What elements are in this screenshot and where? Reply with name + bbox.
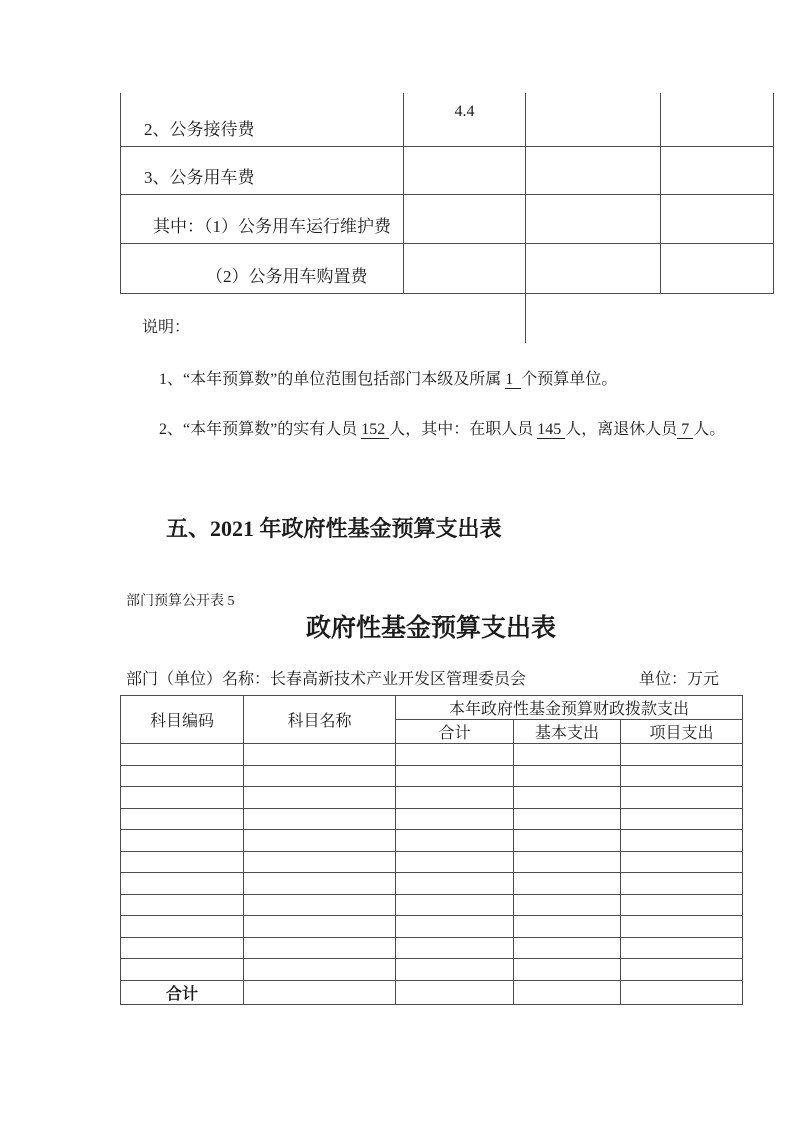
- header-basic-expenditure: 基本支出: [514, 720, 621, 744]
- fund-table-empty-row: [121, 916, 743, 938]
- header-total: 合计: [396, 720, 514, 744]
- row-label-vehicle-operation: 其中：（1）公务用车运行维护费: [121, 194, 404, 243]
- empty-cell: [621, 916, 743, 938]
- empty-cell: [621, 980, 743, 1004]
- row-value-vehicle-purchase: [404, 243, 526, 293]
- table-row: [121, 146, 774, 194]
- row-value-official-reception: 4.4: [404, 93, 526, 146]
- table-row: [121, 243, 774, 293]
- empty-cell: [396, 830, 514, 852]
- empty-cell: [621, 808, 743, 830]
- fund-table-empty-row: [121, 744, 743, 766]
- empty-cell: [514, 851, 621, 873]
- empty-cell: [396, 937, 514, 959]
- note2-text: 2、“本年预算数”的实有人员: [159, 421, 362, 438]
- empty-cell: [661, 93, 774, 146]
- empty-cell: [396, 916, 514, 938]
- empty-cell: [514, 808, 621, 830]
- section-heading: 五、2021 年政府性基金预算支出表: [166, 516, 502, 541]
- empty-cell: [121, 744, 244, 766]
- fund-table-footer: [121, 980, 743, 1004]
- empty-cell: [244, 916, 396, 938]
- row-value-official-vehicle: [404, 146, 526, 194]
- unit-label: 单位：万元: [638, 671, 719, 688]
- empty-cell: [244, 765, 396, 787]
- fund-table-empty-row: [121, 808, 743, 830]
- fund-table-empty-row: [121, 830, 743, 852]
- table-row: [121, 194, 774, 243]
- empty-cell: [396, 980, 514, 1004]
- table-title: 政府性基金预算支出表: [305, 615, 556, 642]
- empty-cell: [244, 851, 396, 873]
- empty-cell: [244, 980, 396, 1004]
- note2-text: 人，离退休人员: [565, 421, 678, 438]
- row-value-vehicle-operation: [404, 194, 526, 243]
- table-row: [121, 93, 774, 146]
- empty-cell: [244, 873, 396, 895]
- note2-underlined-retired-staff: 7: [677, 421, 694, 438]
- header-project-expenditure: 项目支出: [621, 720, 743, 744]
- fund-table-empty-row: [121, 873, 743, 895]
- header-fund-appropriation-span: 本年政府性基金预算财政拨款支出: [396, 696, 743, 720]
- fund-table-empty-row: [121, 937, 743, 959]
- note2-text: 人，其中：在职人员: [389, 421, 538, 438]
- empty-cell: [514, 873, 621, 895]
- empty-cell: [661, 194, 774, 243]
- empty-cell: [121, 873, 244, 895]
- empty-cell: [244, 787, 396, 809]
- empty-cell: [396, 894, 514, 916]
- fund-budget-table: [120, 695, 743, 1005]
- empty-cell: [396, 851, 514, 873]
- note2-text: 人。: [693, 421, 726, 438]
- empty-cell: [244, 830, 396, 852]
- empty-cell: [244, 744, 396, 766]
- empty-cell: [396, 787, 514, 809]
- row-label-official-vehicle: 3、公务用车费: [121, 146, 404, 194]
- empty-cell: [121, 765, 244, 787]
- fund-table-empty-row: [121, 765, 743, 787]
- empty-cell: [244, 937, 396, 959]
- empty-cell: [121, 894, 244, 916]
- header-subject-name: 科目名称: [244, 696, 396, 744]
- fund-table-body: [121, 696, 743, 744]
- empty-cell: [621, 851, 743, 873]
- empty-cell: [121, 787, 244, 809]
- empty-cell: [621, 787, 743, 809]
- empty-cell: [526, 146, 661, 194]
- header-subject-code: 科目编码: [121, 696, 244, 744]
- empty-cell: [621, 959, 743, 981]
- empty-cell: [514, 787, 621, 809]
- note1-text: 1、“本年预算数”的单位范围包括部门本级及所属: [159, 371, 506, 388]
- note-line-1: [159, 369, 789, 391]
- row-label-official-reception: 2、公务接待费: [121, 93, 404, 146]
- empty-cell: [621, 894, 743, 916]
- empty-cell: [514, 894, 621, 916]
- empty-cell: [396, 744, 514, 766]
- empty-cell: [526, 194, 661, 243]
- fund-table-empty-row: [121, 959, 743, 981]
- empty-cell: [244, 808, 396, 830]
- department-name: 部门（单位）名称：长春高新技术产业开发区管理委员会: [126, 671, 527, 688]
- notes-label: 说明：: [142, 319, 191, 336]
- fund-table-total-row: [121, 980, 743, 1004]
- empty-cell: [621, 744, 743, 766]
- empty-cell: [396, 808, 514, 830]
- empty-cell: [121, 959, 244, 981]
- empty-cell: [621, 873, 743, 895]
- department-unit-row: [126, 669, 741, 691]
- note1-text: 个预算单位。: [521, 371, 618, 388]
- empty-cell: [621, 937, 743, 959]
- empty-cell: [621, 765, 743, 787]
- note-line-2: [159, 419, 789, 441]
- empty-cell: [661, 146, 774, 194]
- empty-cell: [121, 830, 244, 852]
- fund-table-empty-row: [121, 787, 743, 809]
- fund-table-empty-row: [121, 894, 743, 916]
- total-row-label: 合计: [121, 980, 244, 1004]
- empty-cell: [121, 937, 244, 959]
- empty-cell: [514, 744, 621, 766]
- empty-cell: [514, 937, 621, 959]
- empty-cell: [121, 851, 244, 873]
- empty-cell: [396, 873, 514, 895]
- empty-cell: [526, 243, 661, 293]
- note2-underlined-total-staff: 152: [361, 421, 390, 438]
- empty-cell: [514, 916, 621, 938]
- empty-cell: [244, 894, 396, 916]
- table-tag: 部门预算公开表 5: [126, 594, 235, 609]
- empty-cell: [396, 765, 514, 787]
- empty-cell: [621, 830, 743, 852]
- empty-cell: [514, 959, 621, 981]
- continuation-table: [120, 93, 774, 294]
- fund-table-empty-rows: [121, 744, 743, 981]
- empty-cell: [244, 959, 396, 981]
- empty-cell: [514, 980, 621, 1004]
- empty-cell: [121, 916, 244, 938]
- note2-underlined-active-staff: 145: [537, 421, 566, 438]
- note1-underlined-value: 1: [505, 371, 522, 388]
- empty-cell: [514, 830, 621, 852]
- empty-cell: [661, 243, 774, 293]
- fund-table-empty-row: [121, 851, 743, 873]
- fund-table-header-row-1: [121, 696, 743, 720]
- row-label-vehicle-purchase: （2）公务用车购置费: [121, 243, 404, 293]
- empty-cell: [396, 959, 514, 981]
- empty-cell: [526, 93, 661, 146]
- empty-cell: [121, 808, 244, 830]
- table-column-divider-stub: [525, 293, 526, 343]
- empty-cell: [514, 765, 621, 787]
